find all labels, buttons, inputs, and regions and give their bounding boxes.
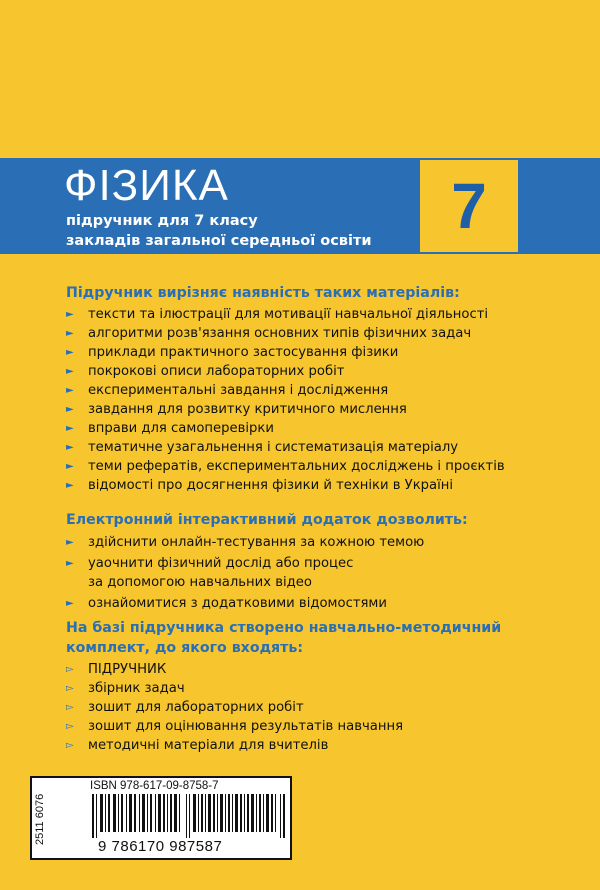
- section3-list: [64, 660, 403, 755]
- list-item: ▻ зошит для оцінювання результатів навчання: [66, 719, 404, 734]
- bullet-icon: ►: [66, 461, 74, 472]
- bullet-icon: ►: [66, 423, 74, 434]
- bullet-icon: ►: [66, 366, 74, 377]
- list-item: ► вправи для самоперевірки: [66, 421, 274, 436]
- list-item: ► уаочнити фізичний дослід або процес: [66, 556, 354, 571]
- list-item: ► алгоритми розв'язання основних типів фізичних задач: [66, 326, 472, 341]
- list-item: ► тексти та ілюстрації для мотивації навчальної діяльності: [66, 307, 489, 322]
- book-subtitle: [66, 211, 372, 251]
- bullet-icon: ►: [66, 480, 74, 491]
- list-item-continuation: за допомогою навчальних відео: [88, 575, 312, 590]
- list-item: ► відомості про досягнення фізики й техніки в Україні: [66, 478, 454, 493]
- title-banner-right: [520, 158, 600, 254]
- book-title: ФІЗИКА: [64, 161, 229, 210]
- list-item: ► тематичне узагальнення і систематизація матеріалу: [66, 440, 459, 455]
- outline-bullet-icon: ▻: [66, 721, 74, 732]
- section3-heading: [66, 618, 501, 658]
- barcode-label: [30, 776, 292, 860]
- list-item: ► покрокові описи лабораторних робіт: [66, 364, 345, 379]
- section2-heading: Електронний інтерактивний додаток дозволить:: [66, 512, 468, 528]
- outline-bullet-icon: ▻: [66, 740, 74, 751]
- barcode-number: 9 786170 987587: [98, 838, 223, 855]
- list-item: ▻ методичні матеріали для вчителів: [66, 738, 329, 753]
- outline-bullet-icon: ▻: [66, 664, 74, 675]
- subtitle-line-1: підручник для 7 класу: [66, 213, 258, 229]
- section3-heading-line-1: На базі підручника створено навчально-методичний: [66, 620, 502, 636]
- isbn-text: ISBN 978-617-09-8758-7: [90, 780, 219, 792]
- list-item: ► приклади практичного застосування фізики: [66, 345, 399, 360]
- bullet-icon: ►: [66, 347, 74, 358]
- bullet-icon: ►: [66, 537, 74, 548]
- list-item: ▻ ПІДРУЧНИК: [66, 662, 167, 677]
- list-item: ► теми рефератів, експериментальних досліджень і проєктів: [66, 459, 505, 474]
- list-item: ▻ зошит для лабораторних робіт: [66, 700, 304, 715]
- side-code: 2511 6076: [34, 793, 46, 845]
- bullet-icon: ►: [66, 328, 74, 339]
- bullet-icon: ►: [66, 598, 74, 609]
- section1-list: [64, 305, 505, 495]
- outline-bullet-icon: ▻: [66, 702, 74, 713]
- list-item: ► ознайомитися з додатковими відомостями: [66, 596, 387, 611]
- section3-heading-line-2: комплект, до якого входять:: [66, 640, 304, 656]
- list-item: ► експериментальні завдання і дослідження: [66, 383, 389, 398]
- barcode-bars: [92, 794, 288, 838]
- grade-number: 7: [451, 170, 487, 242]
- section1-heading: Підручник вирізняє наявність таких матеріалів:: [66, 285, 460, 301]
- outline-bullet-icon: ▻: [66, 683, 74, 694]
- list-item: ► завдання для розвитку критичного мислення: [66, 402, 407, 417]
- list-item: ▻ збірник задач: [66, 681, 185, 696]
- bullet-icon: ►: [66, 404, 74, 415]
- bullet-icon: ►: [66, 309, 74, 320]
- list-item: ► здійснити онлайн-тестування за кожною темою: [66, 535, 425, 550]
- grade-box: [420, 160, 518, 252]
- bullet-icon: ►: [66, 442, 74, 453]
- subtitle-line-2: закладів загальної середньої освіти: [66, 233, 372, 249]
- bullet-icon: ►: [66, 385, 74, 396]
- section2-list: [64, 533, 424, 613]
- bullet-icon: ►: [66, 558, 74, 569]
